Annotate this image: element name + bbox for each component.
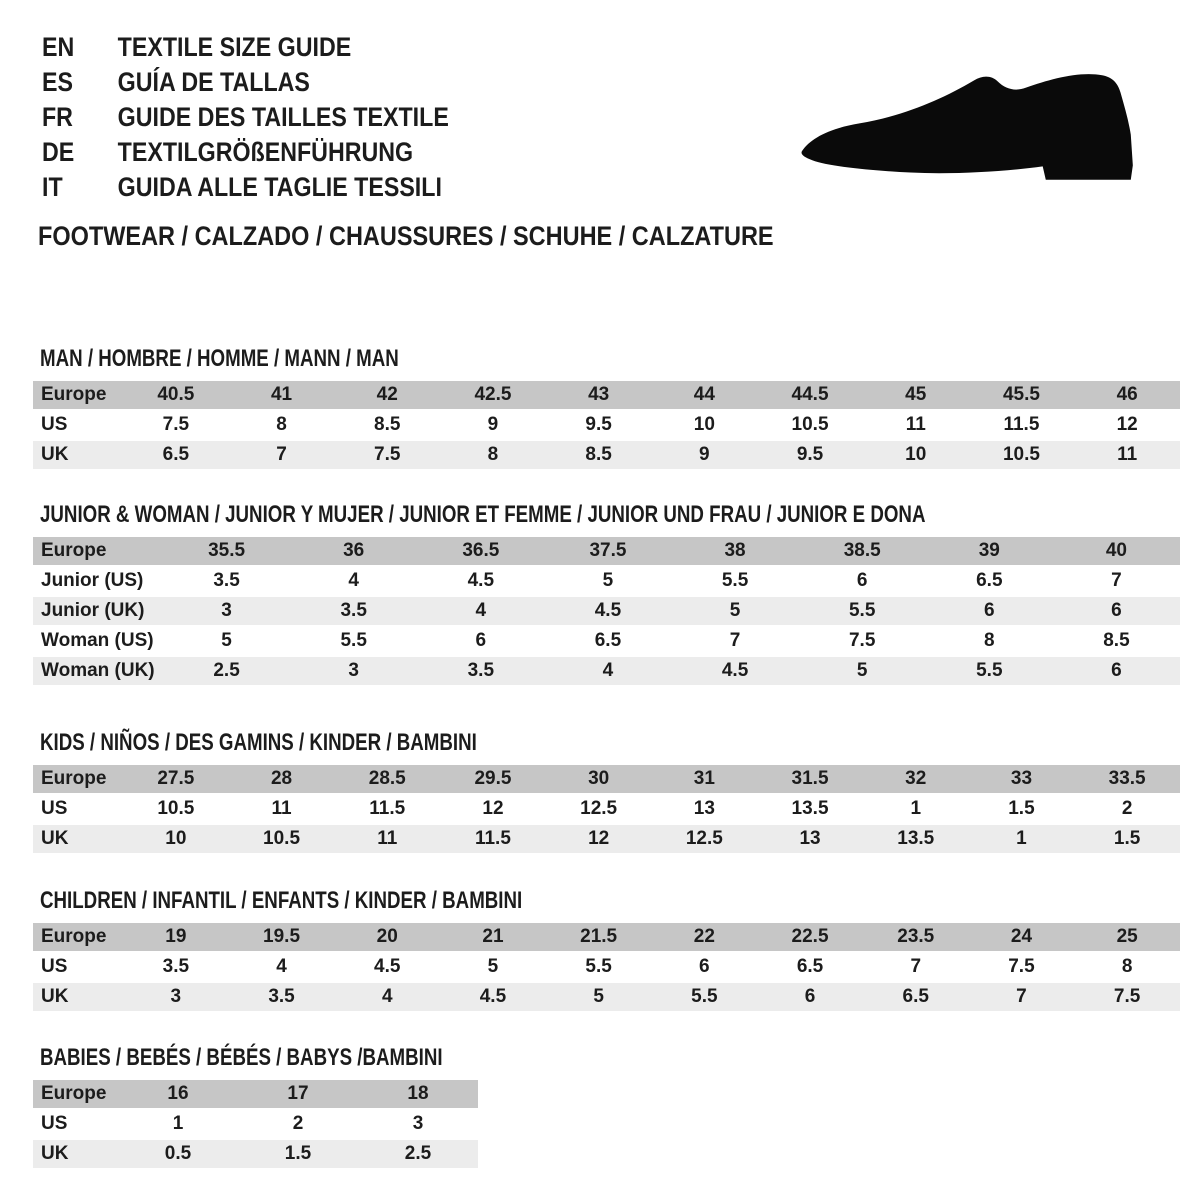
size-cell: 35.5: [208, 540, 246, 561]
table-row: [33, 381, 1180, 409]
size-cell: 31.5: [791, 768, 829, 789]
size-cell: 8: [984, 630, 995, 651]
size-cell: 7.5: [1113, 986, 1141, 1007]
size-cell: 10: [905, 444, 927, 465]
language-line-es: [42, 65, 449, 100]
size-cell: 6.5: [902, 986, 929, 1007]
size-cell: 36: [343, 540, 365, 561]
size-cell: 11.5: [369, 798, 406, 819]
size-cell: 6: [804, 986, 816, 1007]
size-section-babies: [33, 1044, 556, 1170]
row-label: UK: [41, 986, 69, 1007]
size-cell: 33: [1010, 768, 1033, 789]
size-cell: 32: [905, 768, 927, 789]
size-cell: 3.5: [162, 956, 190, 977]
table-row: [33, 597, 1180, 625]
language-label: TEXTILGRÖßENFÜHRUNG: [117, 137, 414, 167]
size-section-kids: [33, 729, 1180, 855]
size-cell: 24: [1010, 926, 1033, 947]
size-cell: 11.5: [1003, 414, 1040, 435]
table-row: [33, 537, 1180, 565]
row-label: US: [41, 1113, 68, 1134]
size-cell: 6.5: [976, 570, 1003, 591]
size-cell: 6.5: [594, 630, 622, 651]
size-cell: 7: [1016, 986, 1027, 1007]
size-cell: 20: [376, 926, 398, 947]
row-label: UK: [41, 1143, 69, 1164]
size-cell: 8: [276, 414, 287, 435]
size-cell: 1.5: [284, 1143, 312, 1164]
size-cell: 6: [1111, 600, 1122, 621]
size-cell: 0.5: [164, 1143, 192, 1164]
language-line-en: [42, 30, 449, 65]
size-cell: 8: [1121, 956, 1133, 977]
size-cell: 29.5: [474, 768, 512, 789]
size-cell: 23.5: [897, 926, 935, 947]
row-label: US: [41, 956, 68, 977]
size-cell: 46: [1116, 384, 1138, 405]
size-cell: 10: [693, 414, 715, 435]
row-label: US: [41, 798, 68, 819]
table-row: [33, 1110, 478, 1138]
language-label: GUÍA DE TALLAS: [117, 67, 310, 97]
section-title-babies: BABIES / BEBÉS / BÉBÉS / BABYS /BAMBINI: [40, 1044, 443, 1071]
size-cell: 5.5: [848, 600, 876, 621]
size-cell: 1: [1016, 828, 1027, 849]
table-row: [33, 627, 1180, 655]
size-cell: 38.5: [843, 540, 881, 561]
size-cell: 13.5: [791, 798, 829, 819]
size-cell: 7.5: [848, 630, 876, 651]
size-cell: 8.5: [585, 444, 612, 465]
size-cell: 4.5: [721, 660, 749, 681]
size-cell: 16: [167, 1083, 189, 1104]
size-cell: 2.5: [213, 660, 240, 681]
size-cell: 6: [475, 630, 487, 651]
table-row: [33, 983, 1180, 1011]
size-cell: 11.5: [474, 828, 511, 849]
size-cell: 5: [221, 630, 232, 651]
size-cell: 9.5: [585, 414, 612, 435]
language-line-de: [42, 135, 449, 170]
row-label: Europe: [41, 768, 107, 789]
size-cell: 28: [270, 768, 293, 789]
size-cell: 4: [602, 660, 614, 681]
size-cell: 12: [588, 828, 610, 849]
size-cell: 11: [271, 798, 292, 819]
section-title-kids: KIDS / NIÑOS / DES GAMINS / KINDER / BAMBINI: [40, 729, 477, 756]
size-cell: 3: [412, 1113, 424, 1134]
size-cell: 33.5: [1108, 768, 1146, 789]
size-cell: 4.5: [374, 956, 401, 977]
size-cell: 21: [482, 926, 504, 947]
table-row: [33, 441, 1180, 469]
size-cell: 7: [1111, 570, 1122, 591]
size-cell: 19: [165, 926, 187, 947]
size-cell: 7.5: [1008, 956, 1035, 977]
size-cell: 2: [292, 1113, 304, 1134]
size-cell: 42.5: [474, 384, 512, 405]
size-cell: 36.5: [462, 540, 500, 561]
size-cell: 6: [1111, 660, 1122, 681]
size-cell: 5.5: [691, 986, 718, 1007]
size-cell: 4.5: [594, 600, 622, 621]
size-cell: 6: [856, 570, 868, 591]
size-cell: 7: [910, 956, 922, 977]
size-table-children: [33, 923, 1180, 1011]
size-cell: 6: [699, 956, 710, 977]
size-cell: 8.5: [1103, 630, 1130, 651]
size-cell: 5: [593, 986, 604, 1007]
size-cell: 13: [799, 828, 821, 849]
size-cell: 7: [729, 630, 741, 651]
row-label: Europe: [41, 540, 107, 561]
size-cell: 45: [905, 384, 927, 405]
size-cell: 3.5: [340, 600, 367, 621]
size-table-man: [33, 381, 1180, 469]
table-row: [33, 657, 1180, 685]
size-cell: 4: [381, 986, 393, 1007]
size-cell: 11: [905, 414, 926, 435]
size-cell: 45.5: [1002, 384, 1040, 405]
size-cell: 1.5: [1008, 798, 1035, 819]
size-cell: 44.5: [791, 384, 829, 405]
size-cell: 31: [693, 768, 715, 789]
size-cell: 41: [270, 384, 293, 405]
table-row: [33, 1140, 478, 1168]
size-cell: 18: [407, 1083, 429, 1104]
size-cell: 10.5: [1002, 444, 1040, 465]
size-cell: 44: [693, 384, 715, 405]
size-cell: 12: [1116, 414, 1138, 435]
size-section-man: [33, 345, 1180, 471]
language-list: [42, 30, 515, 205]
size-cell: 3.5: [467, 660, 495, 681]
table-row: [33, 1080, 478, 1108]
size-cell: 2.5: [404, 1143, 432, 1164]
size-cell: 19.5: [263, 926, 301, 947]
size-cell: 4: [475, 600, 487, 621]
size-cell: 8: [487, 444, 499, 465]
size-table-babies: [33, 1080, 478, 1168]
size-cell: 9: [699, 444, 710, 465]
size-cell: 38: [724, 540, 746, 561]
row-label: Europe: [41, 384, 107, 405]
size-cell: 8.5: [374, 414, 401, 435]
size-cell: 5: [856, 660, 868, 681]
row-label: Junior (UK): [41, 600, 145, 621]
size-cell: 10.5: [791, 414, 829, 435]
table-row: [33, 825, 1180, 853]
size-cell: 4: [276, 956, 287, 977]
table-row: [33, 795, 1180, 823]
size-cell: 27.5: [157, 768, 195, 789]
size-cell: 1: [910, 798, 922, 819]
language-line-it: [42, 170, 449, 205]
size-cell: 3.5: [268, 986, 295, 1007]
size-cell: 30: [588, 768, 610, 789]
size-cell: 7.5: [162, 414, 190, 435]
size-cell: 3.5: [213, 570, 240, 591]
size-cell: 7: [276, 444, 287, 465]
size-cell: 1.5: [1113, 828, 1141, 849]
size-cell: 7.5: [374, 444, 401, 465]
row-label: Woman (US): [41, 630, 154, 651]
language-code: ES: [42, 67, 73, 97]
size-cell: 40.5: [157, 384, 195, 405]
size-cell: 22.5: [791, 926, 829, 947]
table-row: [33, 953, 1180, 981]
table-row: [33, 923, 1180, 951]
size-cell: 5: [729, 600, 741, 621]
size-cell: 6.5: [162, 444, 190, 465]
language-code: EN: [42, 32, 75, 62]
size-cell: 12.5: [685, 828, 723, 849]
row-label: Woman (UK): [41, 660, 155, 681]
language-line-fr: [42, 100, 449, 135]
size-cell: 11: [1117, 444, 1138, 465]
size-cell: 4.5: [479, 986, 507, 1007]
size-cell: 6.5: [796, 956, 824, 977]
size-cell: 21.5: [580, 926, 618, 947]
table-row: [33, 567, 1180, 595]
shoe-icon: [800, 70, 1140, 185]
size-table-junior: [33, 537, 1180, 685]
size-section-children: [33, 887, 1180, 1013]
size-cell: 28.5: [368, 768, 406, 789]
size-cell: 22: [693, 926, 715, 947]
size-cell: 5: [487, 956, 499, 977]
language-label: GUIDE DES TAILLES TEXTILE: [117, 102, 449, 132]
row-label: Europe: [41, 926, 107, 947]
size-cell: 11: [377, 828, 398, 849]
size-cell: 10.5: [263, 828, 301, 849]
size-cell: 3: [221, 600, 232, 621]
size-cell: 12: [482, 798, 504, 819]
size-cell: 9: [487, 414, 499, 435]
size-cell: 10: [165, 828, 187, 849]
language-code: DE: [42, 137, 75, 167]
size-cell: 3: [348, 660, 359, 681]
size-cell: 37.5: [589, 540, 627, 561]
category-line: FOOTWEAR / CALZADO / CHAUSSURES / SCHUHE / CALZATURE: [38, 221, 774, 251]
size-cell: 25: [1116, 926, 1138, 947]
language-label: TEXTILE SIZE GUIDE: [117, 32, 352, 62]
size-section-junior: [33, 501, 1180, 687]
row-label: UK: [41, 444, 69, 465]
row-label: Europe: [41, 1083, 107, 1104]
size-cell: 12.5: [580, 798, 618, 819]
size-table-kids: [33, 765, 1180, 853]
size-cell: 13.5: [897, 828, 935, 849]
size-cell: 4.5: [467, 570, 495, 591]
size-cell: 5.5: [721, 570, 749, 591]
size-cell: 13: [693, 798, 715, 819]
language-label: GUIDA ALLE TAGLIE TESSILI: [117, 172, 442, 202]
size-cell: 43: [588, 384, 610, 405]
size-cell: 5.5: [585, 956, 612, 977]
size-cell: 3: [170, 986, 182, 1007]
size-cell: 5.5: [340, 630, 367, 651]
language-code: IT: [42, 172, 63, 202]
size-cell: 6: [984, 600, 995, 621]
row-label: US: [41, 414, 68, 435]
row-label: UK: [41, 828, 69, 849]
size-cell: 9.5: [796, 444, 824, 465]
size-cell: 2: [1121, 798, 1133, 819]
size-cell: 42: [376, 384, 398, 405]
size-cell: 17: [287, 1083, 309, 1104]
language-code: FR: [42, 102, 73, 132]
table-row: [33, 765, 1180, 793]
size-cell: 5.5: [976, 660, 1003, 681]
size-cell: 10.5: [157, 798, 195, 819]
size-cell: 4: [348, 570, 359, 591]
row-label: Junior (US): [41, 570, 144, 591]
section-title-children: CHILDREN / INFANTIL / ENFANTS / KINDER / BAMBINI: [40, 887, 523, 914]
table-row: [33, 411, 1180, 439]
size-cell: 40: [1105, 540, 1127, 561]
size-cell: 39: [978, 540, 1000, 561]
size-cell: 1: [172, 1113, 184, 1134]
section-title-junior: JUNIOR & WOMAN / JUNIOR Y MUJER / JUNIOR ET FEMME / JUNIOR UND FRAU / JUNIOR E DONA: [40, 501, 926, 528]
section-title-man: MAN / HOMBRE / HOMME / MANN / MAN: [40, 345, 399, 372]
size-cell: 5: [602, 570, 614, 591]
